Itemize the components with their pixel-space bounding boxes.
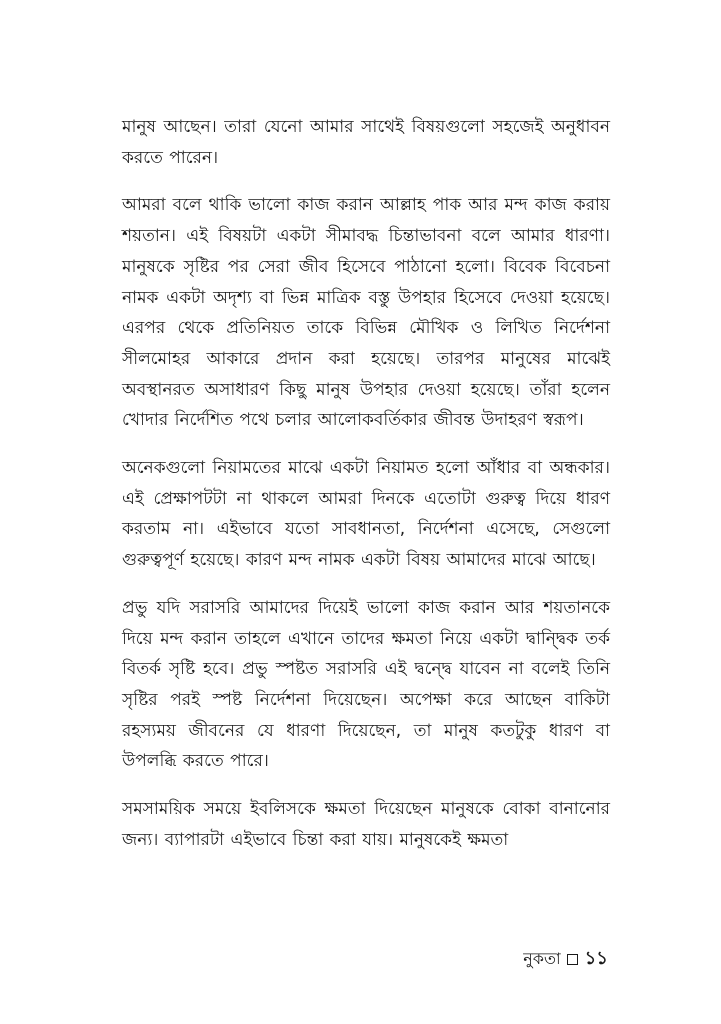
book-title: নুকতা — [523, 949, 561, 968]
paragraph: প্রভু যদি সরাসরি আমাদের দিয়েই ভালো কাজ করান আর শয়তানকে দিয়ে মন্দ করান তাহলে এখানে তাদের ক্ষমতা নিয়ে একটা দ্বান্দ্বিক তর্ক বিতর্ক সৃষ্টি হবে। প্রভু স্পষ্টত সরাসরি এই দ্বন্দ্বে যাবেন না বলেই তিনি সৃষ্টির পরই স্পষ্ট নির্দেশনা দিয়েছেন। অপেক্ষা করে আছেন বাকিটা রহস্যময় জীবনের যে ধারণা দিয়েছেন, তা মানুষ কতটুকু ধারণ বা উপলব্ধি করতে পারে। — [122, 597, 610, 772]
paragraph: আমরা বলে থাকি ভালো কাজ করান আল্লাহ পাক আর মন্দ কাজ করায় শয়তান। এই বিষয়টা একটা সীমাবদ্ধ চিন্তাভাবনা বলে আমার ধারণা। মানুষকে সৃষ্টির পর সেরা জীব হিসেবে পাঠানো হলো। বিবেক বিবেচনা নামক একটা অদৃশ্য বা ভিন্ন মাত্রিক বস্তু উপহার হিসেবে দেওয়া হয়েছে। এরপর থেকে প্রতিনিয়ত তাকে বিভিন্ন মৌখিক ও লিখিত নির্দেশনা সীলমোহর আকারে প্রদান করা হয়েছে। তারপর মানুষের মাঝেই অবস্থানরত অসাধারণ কিছু মানুষ উপহার দেওয়া হয়েছে। তাঁরা হলেন খোদার নির্দেশিত পথে চলার আলোকবর্তিকার জীবন্ত উদাহরণ স্বরূপ। — [122, 195, 610, 431]
page-footer — [523, 948, 608, 970]
square-separator-icon — [567, 954, 578, 965]
paragraph: অনেকগুলো নিয়ামতের মাঝে একটা নিয়ামত হলো আঁধার বা অন্ধকার। এই প্রেক্ষাপটটা না থাকলে আমরা দিনকে এতোটা গুরুত্ব দিয়ে ধারণ করতাম না। এইভাবে যতো সাবধানতা, নির্দেশনা এসেছে, সেগুলো গুরুত্বপূর্ণ হয়েছে। কারণ মন্দ নামক একটা বিষয় আমাদের মাঝে আছে। — [122, 458, 610, 571]
paragraph: সমসাময়িক সময়ে ইবলিসকে ক্ষমতা দিয়েছেন মানুষকে বোকা বানানোর জন্য। ব্যাপারটা এইভাবে চিন্তা করা যায়। মানুষকেই ক্ষমতা — [122, 799, 610, 850]
paragraph: মানুষ আছেন। তারা যেনো আমার সাথেই বিষয়গুলো সহজেই অনুধাবন করতে পারেন। — [122, 117, 610, 168]
page-number: ১১ — [584, 948, 608, 969]
body-text — [122, 112, 610, 872]
